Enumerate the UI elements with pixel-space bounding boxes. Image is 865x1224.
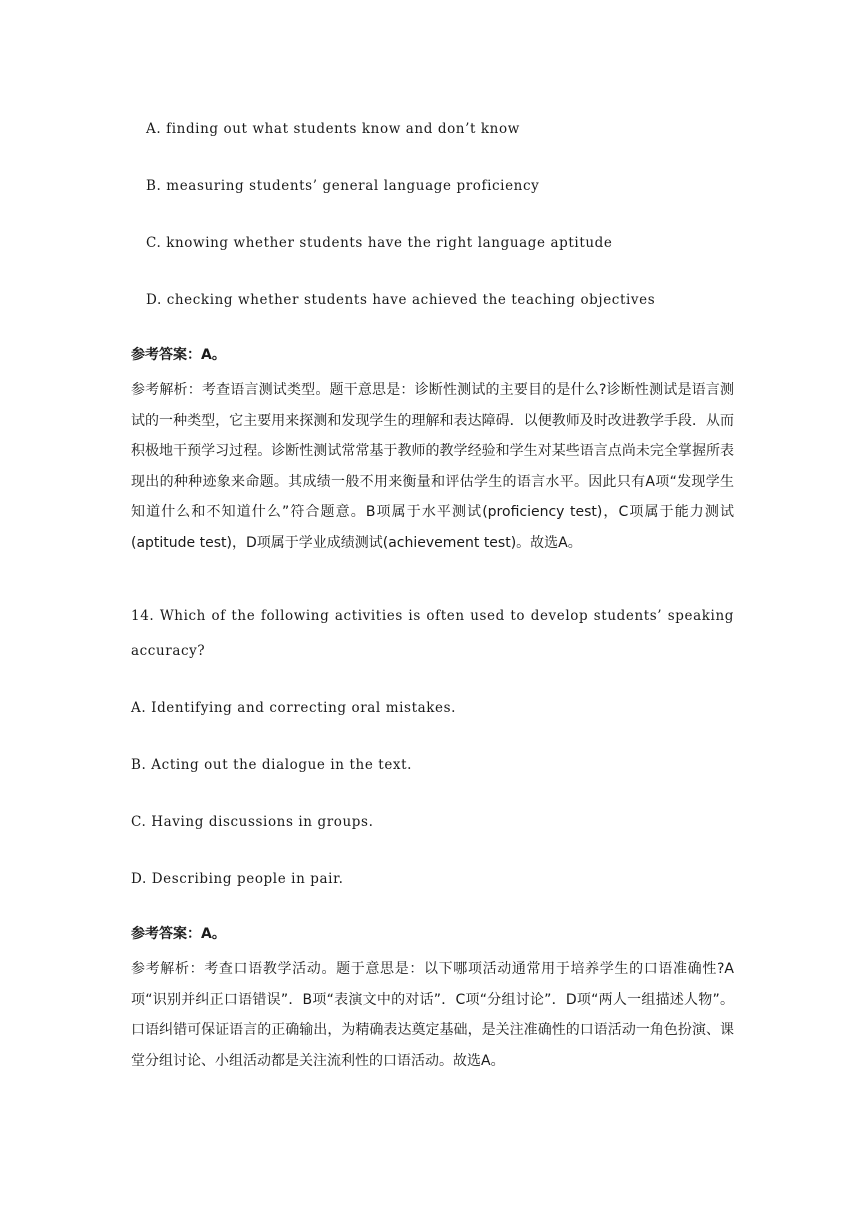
q13-option-d: D. checking whether students have achieved the teaching objectives [146,292,656,308]
q13-option-c: C. knowing whether students have the right language aptitude [146,235,613,251]
q14-answer: 参考答案：A。 [131,926,226,942]
q13-analysis: 参考解析：考查语言测试类型。题干意思是：诊断性测试的主要目的是什么?诊断性测试是语言测试的一种类型，它主要用来探测和发现学生的理解和表达障碍．以便教师及时改进教学手段．从而积极地干预学习过程。诊断性测试常常基于教师的教学经验和学生对某些语言点尚未完全掌握所表现出的种种迹象来命题。其成绩一般不用来衡量和评估学生的语言水平。因此只有A项“发现学生知道什么和不知道什么”符合题意。B项属于水平测试(proficiency test)，C项属于能力测试(aptitude test)，D项属于学业成绩测试(achievement test)。故选A。 [131,382,734,551]
q14-option-c: C. Having discussions in groups. [131,814,374,830]
q13-option-b: B. measuring students’ general language proficiency [146,178,540,194]
q14-option-a: A. Identifying and correcting oral mistakes. [131,700,457,716]
q14-option-d: D. Describing people in pair. [131,871,344,887]
q13-option-a: A. finding out what students know and don’t know [146,121,520,137]
q13-answer: 参考答案：A。 [131,347,226,363]
q14-option-b: B. Acting out the dialogue in the text. [131,757,413,773]
q14-analysis: 参考解析：考查口语教学活动。题于意思是：以下哪项活动通常用于培养学生的口语准确性?A项“识别并纠正口语错误”．B项“表演文中的对话”．C项“分组讨论”．D项“两人一组描述人物”。 口语纠错可保证语言的正确输出，为精确表达奠定基础，是关注准确性的口语活动一角色扮演、课堂分组讨论、小组活动都是关注流利性的口语活动。故选A。 [131,961,734,1069]
q14-question: 14. Which of the following activities is often used to develop students’ speaking accuracy? [131,608,734,659]
